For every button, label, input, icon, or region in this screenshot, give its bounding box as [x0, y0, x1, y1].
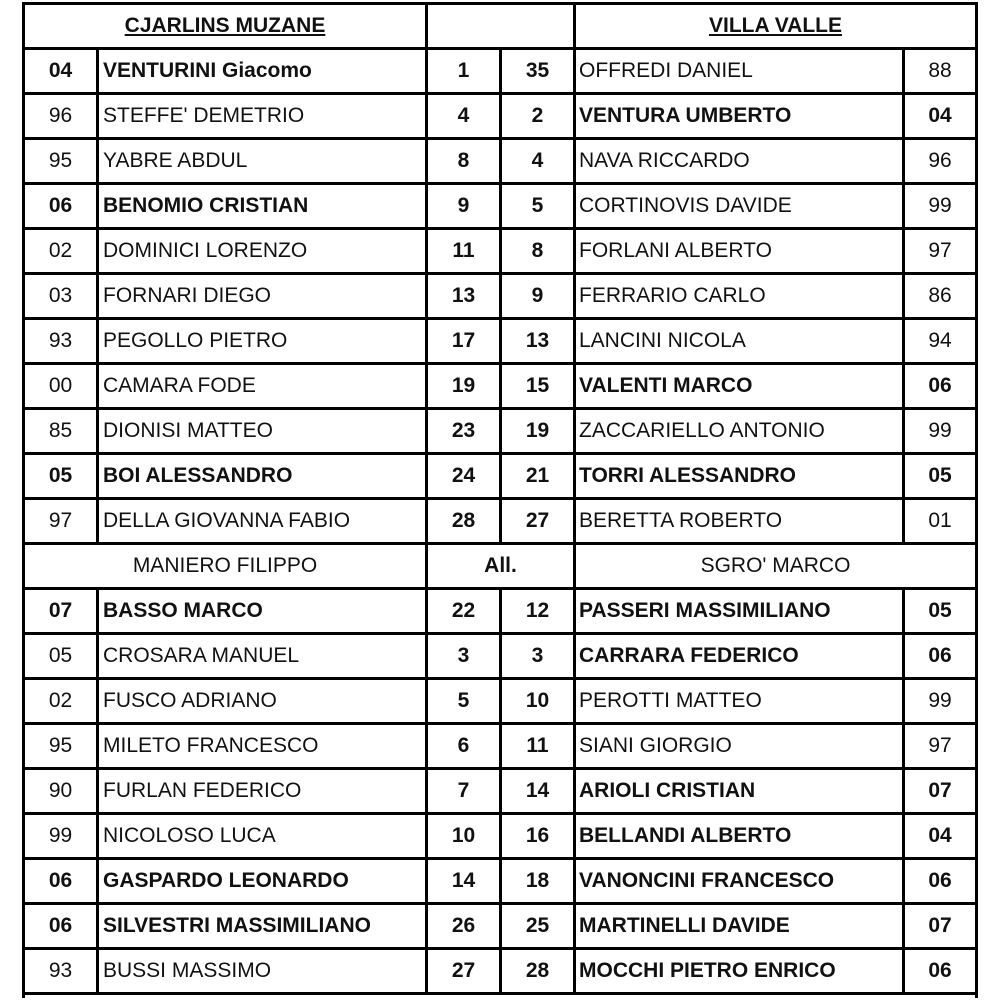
away-player-name: PASSERI MASSIMILIANO [576, 590, 902, 632]
home-shirt-number: 17 [428, 320, 499, 362]
away-player-name: BERETTA ROBERTO [576, 500, 902, 542]
home-year-of-birth: 93 [25, 950, 96, 992]
away-player-name: FORLANI ALBERTO [576, 230, 902, 272]
home-year-of-birth: 90 [25, 770, 96, 812]
away-shirt-number: 25 [502, 905, 573, 947]
away-coach-name: SGRO' MARCO [576, 545, 975, 587]
away-player-name: VALENTI MARCO [576, 365, 902, 407]
footer-box [25, 995, 975, 998]
away-player-name: ARIOLI CRISTIAN [576, 770, 902, 812]
away-year-of-birth: 86 [905, 275, 975, 317]
home-player-name: DELLA GIOVANNA FABIO [99, 500, 425, 542]
away-player-name: TORRI ALESSANDRO [576, 455, 902, 497]
away-year-of-birth: 96 [905, 140, 975, 182]
away-year-of-birth: 06 [905, 860, 975, 902]
home-player-name: BUSSI MASSIMO [99, 950, 425, 992]
home-player-name: VENTURINI Giacomo [99, 50, 425, 92]
away-shirt-number: 13 [502, 320, 573, 362]
home-coach-name: MANIERO FILIPPO [25, 545, 425, 587]
home-shirt-number: 22 [428, 590, 499, 632]
away-player-name: CORTINOVIS DAVIDE [576, 185, 902, 227]
away-year-of-birth: 07 [905, 770, 975, 812]
home-shirt-number: 19 [428, 365, 499, 407]
away-shirt-number: 3 [502, 635, 573, 677]
home-player-name: NICOLOSO LUCA [99, 815, 425, 857]
home-shirt-number: 9 [428, 185, 499, 227]
home-year-of-birth: 06 [25, 185, 96, 227]
home-player-name: FORNARI DIEGO [99, 275, 425, 317]
away-shirt-number: 11 [502, 725, 573, 767]
home-shirt-number: 1 [428, 50, 499, 92]
coach-label: All. [428, 545, 573, 587]
home-player-name: MILETO FRANCESCO [99, 725, 425, 767]
away-year-of-birth: 04 [905, 95, 975, 137]
home-player-name: PEGOLLO PIETRO [99, 320, 425, 362]
away-year-of-birth: 06 [905, 635, 975, 677]
away-player-name: PEROTTI MATTEO [576, 680, 902, 722]
away-team-title: VILLA VALLE [576, 5, 975, 47]
home-player-name: YABRE ABDUL [99, 140, 425, 182]
home-shirt-number: 3 [428, 635, 499, 677]
away-year-of-birth: 94 [905, 320, 975, 362]
away-shirt-number: 19 [502, 410, 573, 452]
home-shirt-number: 24 [428, 455, 499, 497]
away-player-name: BELLANDI ALBERTO [576, 815, 902, 857]
away-year-of-birth: 99 [905, 185, 975, 227]
home-shirt-number: 4 [428, 95, 499, 137]
away-year-of-birth: 06 [905, 365, 975, 407]
home-player-name: CAMARA FODE [99, 365, 425, 407]
away-player-name: ZACCARIELLO ANTONIO [576, 410, 902, 452]
away-year-of-birth: 88 [905, 50, 975, 92]
home-year-of-birth: 85 [25, 410, 96, 452]
away-player-name: LANCINI NICOLA [576, 320, 902, 362]
home-shirt-number: 28 [428, 500, 499, 542]
home-shirt-number: 7 [428, 770, 499, 812]
home-shirt-number: 10 [428, 815, 499, 857]
away-year-of-birth: 97 [905, 230, 975, 272]
home-shirt-number: 26 [428, 905, 499, 947]
home-year-of-birth: 07 [25, 590, 96, 632]
away-player-name: SIANI GIORGIO [576, 725, 902, 767]
away-shirt-number: 15 [502, 365, 573, 407]
away-player-name: FERRARIO CARLO [576, 275, 902, 317]
away-shirt-number: 16 [502, 815, 573, 857]
home-year-of-birth: 00 [25, 365, 96, 407]
home-shirt-number: 27 [428, 950, 499, 992]
away-year-of-birth: 04 [905, 815, 975, 857]
home-year-of-birth: 05 [25, 455, 96, 497]
away-year-of-birth: 05 [905, 455, 975, 497]
away-year-of-birth: 99 [905, 410, 975, 452]
header-number-column-blank [428, 5, 573, 47]
away-player-name: VENTURA UMBERTO [576, 95, 902, 137]
home-year-of-birth: 93 [25, 320, 96, 362]
home-year-of-birth: 06 [25, 905, 96, 947]
home-year-of-birth: 96 [25, 95, 96, 137]
away-shirt-number: 10 [502, 680, 573, 722]
away-shirt-number: 27 [502, 500, 573, 542]
away-shirt-number: 35 [502, 50, 573, 92]
home-shirt-number: 6 [428, 725, 499, 767]
home-shirt-number: 14 [428, 860, 499, 902]
home-team-title: CJARLINS MUZANE [25, 5, 425, 47]
away-year-of-birth: 05 [905, 590, 975, 632]
home-year-of-birth: 03 [25, 275, 96, 317]
home-shirt-number: 8 [428, 140, 499, 182]
away-year-of-birth: 06 [905, 950, 975, 992]
home-player-name: DOMINICI LORENZO [99, 230, 425, 272]
away-shirt-number: 21 [502, 455, 573, 497]
home-player-name: FURLAN FEDERICO [99, 770, 425, 812]
home-player-name: BOI ALESSANDRO [99, 455, 425, 497]
away-shirt-number: 14 [502, 770, 573, 812]
away-player-name: MARTINELLI DAVIDE [576, 905, 902, 947]
home-year-of-birth: 02 [25, 230, 96, 272]
away-shirt-number: 28 [502, 950, 573, 992]
home-shirt-number: 5 [428, 680, 499, 722]
home-player-name: STEFFE' DEMETRIO [99, 95, 425, 137]
home-year-of-birth: 02 [25, 680, 96, 722]
home-player-name: CROSARA MANUEL [99, 635, 425, 677]
home-year-of-birth: 97 [25, 500, 96, 542]
away-player-name: VANONCINI FRANCESCO [576, 860, 902, 902]
home-year-of-birth: 99 [25, 815, 96, 857]
away-year-of-birth: 97 [905, 725, 975, 767]
home-player-name: SILVESTRI MASSIMILIANO [99, 905, 425, 947]
away-year-of-birth: 01 [905, 500, 975, 542]
home-shirt-number: 23 [428, 410, 499, 452]
home-year-of-birth: 95 [25, 140, 96, 182]
home-year-of-birth: 95 [25, 725, 96, 767]
away-shirt-number: 9 [502, 275, 573, 317]
home-shirt-number: 13 [428, 275, 499, 317]
away-shirt-number: 18 [502, 860, 573, 902]
home-year-of-birth: 06 [25, 860, 96, 902]
home-player-name: GASPARDO LEONARDO [99, 860, 425, 902]
away-year-of-birth: 07 [905, 905, 975, 947]
away-player-name: OFFREDI DANIEL [576, 50, 902, 92]
home-year-of-birth: 04 [25, 50, 96, 92]
away-shirt-number: 2 [502, 95, 573, 137]
home-player-name: BENOMIO CRISTIAN [99, 185, 425, 227]
away-shirt-number: 8 [502, 230, 573, 272]
away-player-name: NAVA RICCARDO [576, 140, 902, 182]
home-year-of-birth: 05 [25, 635, 96, 677]
home-player-name: FUSCO ADRIANO [99, 680, 425, 722]
away-shirt-number: 12 [502, 590, 573, 632]
away-player-name: CARRARA FEDERICO [576, 635, 902, 677]
home-player-name: BASSO MARCO [99, 590, 425, 632]
home-shirt-number: 11 [428, 230, 499, 272]
away-year-of-birth: 99 [905, 680, 975, 722]
away-player-name: MOCCHI PIETRO ENRICO [576, 950, 902, 992]
lineup-sheet [22, 2, 978, 998]
away-shirt-number: 4 [502, 140, 573, 182]
home-player-name: DIONISI MATTEO [99, 410, 425, 452]
away-shirt-number: 5 [502, 185, 573, 227]
